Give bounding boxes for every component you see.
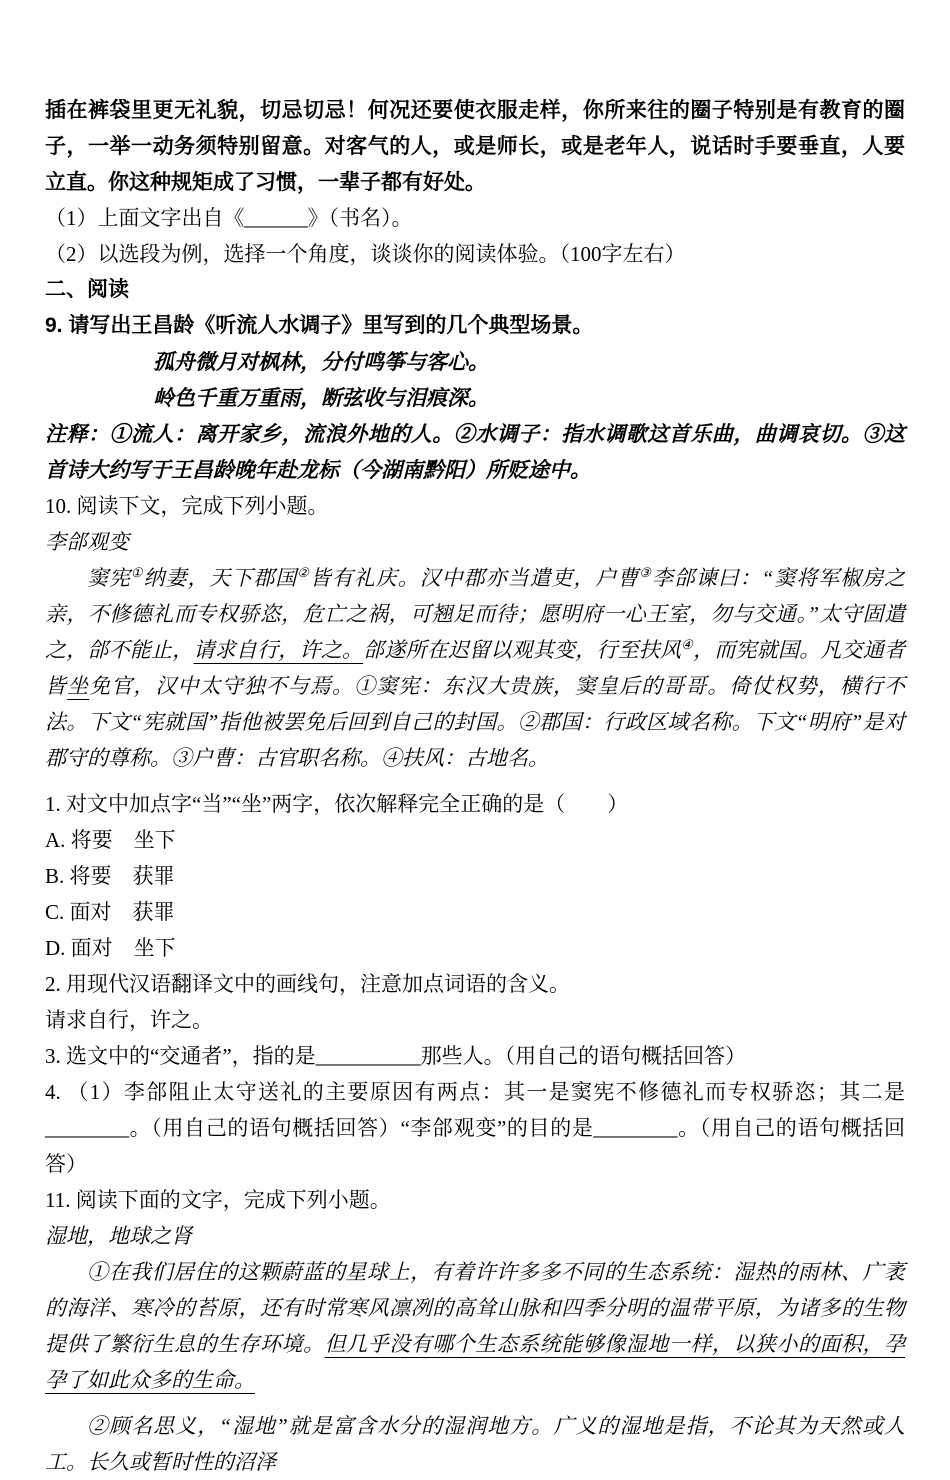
q10-sub3-stem: 3. 选文中的“交通者”，指的是__________那些人。（用自己的语句概括回答） <box>45 1044 747 1068</box>
q10-sub2-quote: 请求自行，许之。 <box>45 1008 213 1032</box>
q10-sub1-option-b: B. 将要 获罪 <box>45 864 175 888</box>
q10-sub1-option-d: D. 面对 坐下 <box>45 936 176 960</box>
novel-excerpt: 插在裤袋里更无礼貌，切忌切忌！何况还要使衣服走样，你所来往的圈子特别是有教育的圈子，一举一动务须特别留意。对客气的人，或是师长，或是老年人，说话时手要垂直，人要立直。你这种规矩成了习惯，一辈子都有好处。 <box>45 98 905 194</box>
q10-stem: 10. 阅读下文，完成下列小题。 <box>45 494 329 518</box>
q10-sub2-stem: 2. 用现代汉语翻译文中的画线句，注意加点词语的含义。 <box>45 972 570 996</box>
q9-notes: 注释：①流人：离开家乡，流浪外地的人。②水调子：指水调歌这首乐曲，曲调哀切。③这首诗大约写于王昌龄晚年赴龙标（今湖南黔阳）所贬途中。 <box>45 422 905 482</box>
q10-passage: 窦宪①纳妻，天下郡国②皆有礼庆。汉中郡亦当遣吏，户曹③李郃谏曰：“窦将军椒房之亲，不修德礼而专权骄恣，危亡之祸，可翘足而待；愿明府一心王室，勿与交通。”太守固遣之，郃不能止，请求自行，许之。郃遂所在迟留以观其变，行至扶风④，而宪就国。凡交通者皆坐免官，汉中太守独不与焉。①窦宪：东汉大贵族，窦皇后的哥哥。倚仗权势，横行不法。下文“宪就国”指他被罢免后回到自己的封国。②郡国：行政区域名称。下文“明府”是对郡守的尊称。③户曹：古官职名称。④扶风：古地名。 <box>45 565 906 770</box>
q11-stem: 11. 阅读下面的文字，完成下列小题。 <box>45 1188 391 1212</box>
q8-part2: （2）以选段为例，选择一个角度，谈谈你的阅读体验。（100字左右） <box>45 242 686 266</box>
q10-sub4-stem: 4. （1）李郃阻止太守送礼的主要原因有两点：其一是窦宪不修德礼而专权骄恣；其二是________。（用自己的语句概括回答）“李郃观变”的目的是________。（用自己的语句概括回答） <box>45 1080 905 1176</box>
q10-passage-title: 李郃观变 <box>45 530 129 554</box>
q9-poem-line-1: 孤舟微月对枫林，分付鸣筝与客心。 <box>153 350 489 374</box>
q11-paragraph-2: ②顾名思义，“湿地”就是富含水分的湿润地方。广义的湿地是指，不论其为天然或人工。长久或暂时性的沼泽 <box>45 1414 905 1474</box>
q10-sub1-stem: 1. 对文中加点字“当”“坐”两字，依次解释完全正确的是（ ） <box>45 792 629 816</box>
q10-sub1-option-c: C. 面对 获罪 <box>45 900 175 924</box>
q11-paragraph-1: ①在我们居住的这颗蔚蓝的星球上，有着许许多多不同的生态系统：湿热的雨林、广袤的海洋、寒冷的苔原，还有时常寒风凛冽的高耸山脉和四季分明的温带平原，为诸多的生物提供了繁衍生息的生存环境。但几乎没有哪个生态系统能够像湿地一样，以狭小的面积，孕孕了如此众多的生命。 <box>45 1260 906 1392</box>
q8-part1: （1）上面文字出自《______》（书名）。 <box>45 206 413 230</box>
section-title: 二、阅读 <box>45 278 129 301</box>
q9-stem: 9. 请写出王昌龄《听流人水调子》里写到的几个典型场景。 <box>45 314 594 337</box>
q11-passage-title: 湿地，地球之肾 <box>45 1224 192 1248</box>
q10-sub1-option-a: A. 将要 坐下 <box>45 828 176 852</box>
q9-poem-line-2: 岭色千重万重雨，断弦收与泪痕深。 <box>153 386 489 410</box>
